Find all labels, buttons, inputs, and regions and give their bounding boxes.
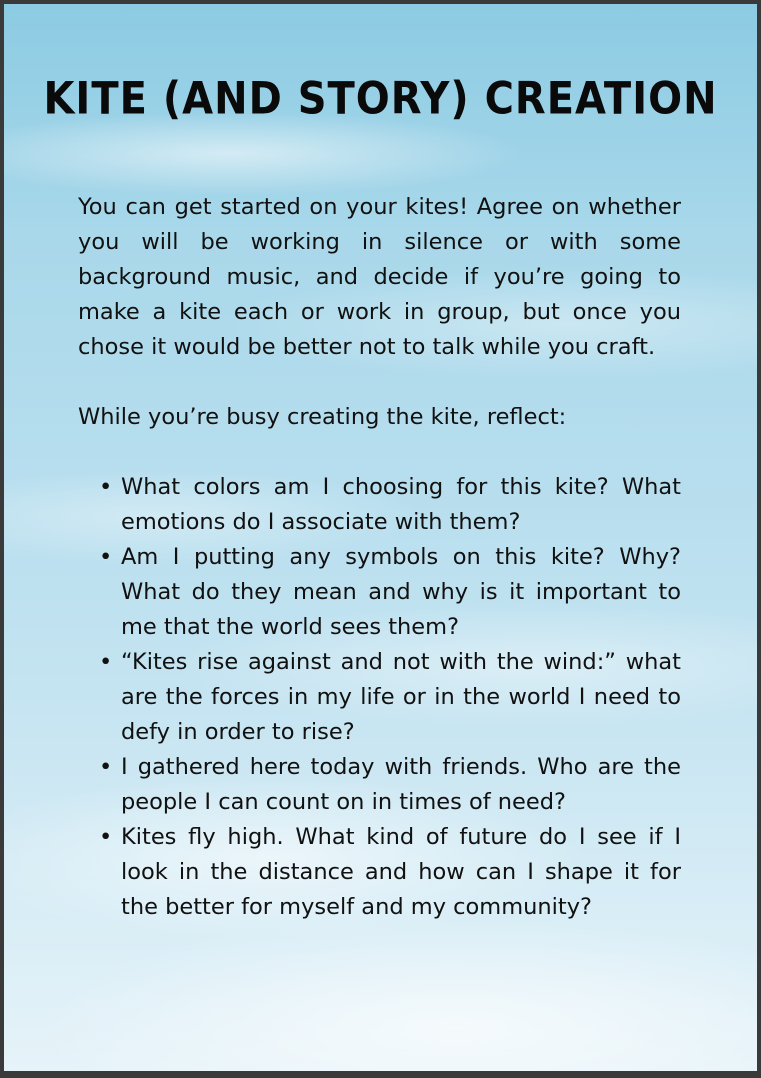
question-text: I gathered here today with friends. Who are the people I can count on in times of need? xyxy=(121,754,681,815)
list-item xyxy=(99,645,681,750)
bullet-icon: • xyxy=(99,544,113,570)
list-item xyxy=(99,540,681,645)
activity-card xyxy=(4,4,757,1071)
bullet-icon: • xyxy=(99,474,113,500)
bullet-icon: • xyxy=(99,754,113,780)
reflection-list xyxy=(78,470,681,925)
list-item xyxy=(99,470,681,540)
question-text: Am I putting any symbols on this kite? Why? What do they mean and why is it important to me that the world sees them? xyxy=(121,544,681,640)
list-item xyxy=(99,820,681,925)
bullet-icon: • xyxy=(99,649,113,675)
bullet-icon: • xyxy=(99,824,113,850)
question-text: “Kites rise against and not with the wind:” what are the forces in my life or in the world I need to defy in order to rise? xyxy=(121,649,681,745)
question-text: Kites fly high. What kind of future do I see if I look in the distance and how can I shape it for the better for myself and my community? xyxy=(121,824,681,920)
intro-paragraph: You can get started on your kites! Agree on whether you will be working in silence or with some background music, and decide if you’re going to make a kite each or work in group, but once you chose it would be better not to talk while you craft. xyxy=(78,194,681,360)
card-content xyxy=(78,190,681,925)
question-text: What colors am I choosing for this kite? What emotions do I associate with them? xyxy=(121,474,681,535)
page-title: KITE (AND STORY) CREATION xyxy=(43,73,718,125)
reflect-prompt: While you’re busy creating the kite, reflect: xyxy=(78,404,567,430)
list-item xyxy=(99,750,681,820)
